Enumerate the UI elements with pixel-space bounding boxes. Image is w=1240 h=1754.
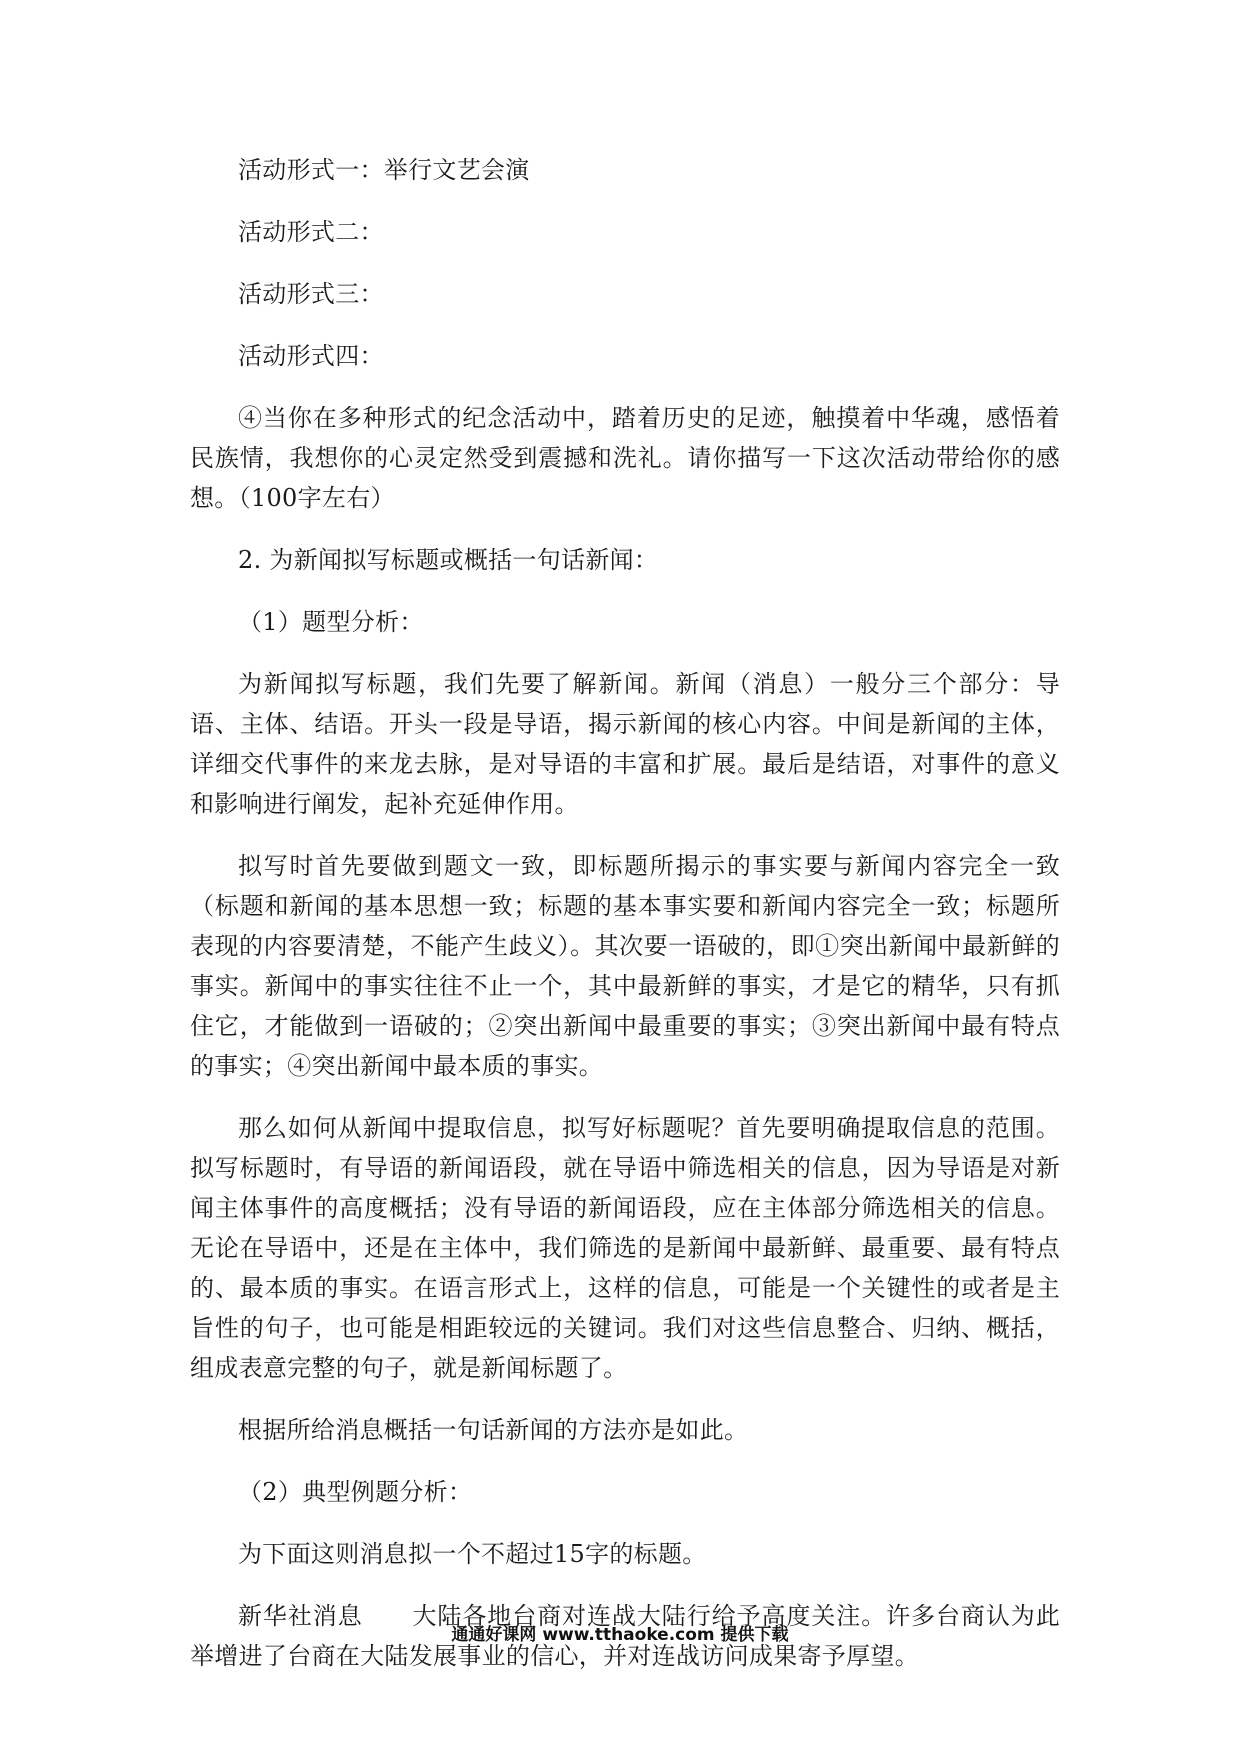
- paragraph-example-instruction: 为下面这则消息拟一个不超过15字的标题。: [238, 1540, 707, 1568]
- paragraph-activity-form-1: 活动形式一：举行文艺会演: [238, 156, 530, 184]
- paragraph-question-4: ④当你在多种形式的纪念活动中，踏着历史的足迹，触摸着中华魂，感悟着民族情，我想你的心灵定然受到震撼和洗礼。请你描写一下这次活动带给你的感想。（100字左右）: [190, 404, 1060, 512]
- document-body: [190, 150, 1060, 1676]
- paragraph-news-structure: 为新闻拟写标题，我们先要了解新闻。新闻（消息）一般分三个部分：导语、主体、结语。开头一段是导语，揭示新闻的核心内容。中间是新闻的主体，详细交代事件的来龙去脉，是对导语的丰富和扩展。最后是结语，对事件的意义和影响进行阐发，起补充延伸作用。: [190, 670, 1060, 818]
- paragraph-example-news: 新华社消息 大陆各地台商对连战大陆行给予高度关注。许多台商认为此举增进了台商在大陆发展事业的信心，并对连战访问成果寄予厚望。: [190, 1602, 1060, 1670]
- section-heading-news-title: 2. 为新闻拟写标题或概括一句话新闻：: [238, 546, 659, 574]
- footer-source: 通通好课网 www.tthaoke.com 提供下载: [451, 1625, 789, 1645]
- subheading-analysis: （1）题型分析：: [238, 608, 424, 636]
- paragraph-activity-form-4: 活动形式四：: [238, 342, 384, 370]
- paragraph-activity-form-2: 活动形式二：: [238, 218, 384, 246]
- paragraph-one-sentence-news: 根据所给消息概括一句话新闻的方法亦是如此。: [238, 1416, 749, 1444]
- subheading-example-analysis: （2）典型例题分析：: [238, 1478, 473, 1506]
- paragraph-extract-information: 那么如何从新闻中提取信息，拟写好标题呢？首先要明确提取信息的范围。拟写标题时，有导语的新闻语段，就在导语中筛选相关的信息，因为导语是对新闻主体事件的高度概括；没有导语的新闻语段，应在主体部分筛选相关的信息。无论在导语中，还是在主体中，我们筛选的是新闻中最新鲜、最重要、最有特点的、最本质的事实。在语言形式上，这样的信息，可能是一个关键性的或者是主旨性的句子，也可能是相距较远的关键词。我们对这些信息整合、归纳、概括，组成表意完整的句子，就是新闻标题了。: [190, 1114, 1060, 1382]
- paragraph-title-requirements: 拟写时首先要做到题文一致，即标题所揭示的事实要与新闻内容完全一致（标题和新闻的基本思想一致；标题的基本事实要和新闻内容完全一致；标题所表现的内容要清楚，不能产生歧义）。其次要一语破的，即①突出新闻中最新鲜的事实。新闻中的事实往往不止一个，其中最新鲜的事实，才是它的精华，只有抓住它，才能做到一语破的；②突出新闻中最重要的事实；③突出新闻中最有特点的事实；④突出新闻中最本质的事实。: [190, 852, 1060, 1080]
- paragraph-activity-form-3: 活动形式三：: [238, 280, 384, 308]
